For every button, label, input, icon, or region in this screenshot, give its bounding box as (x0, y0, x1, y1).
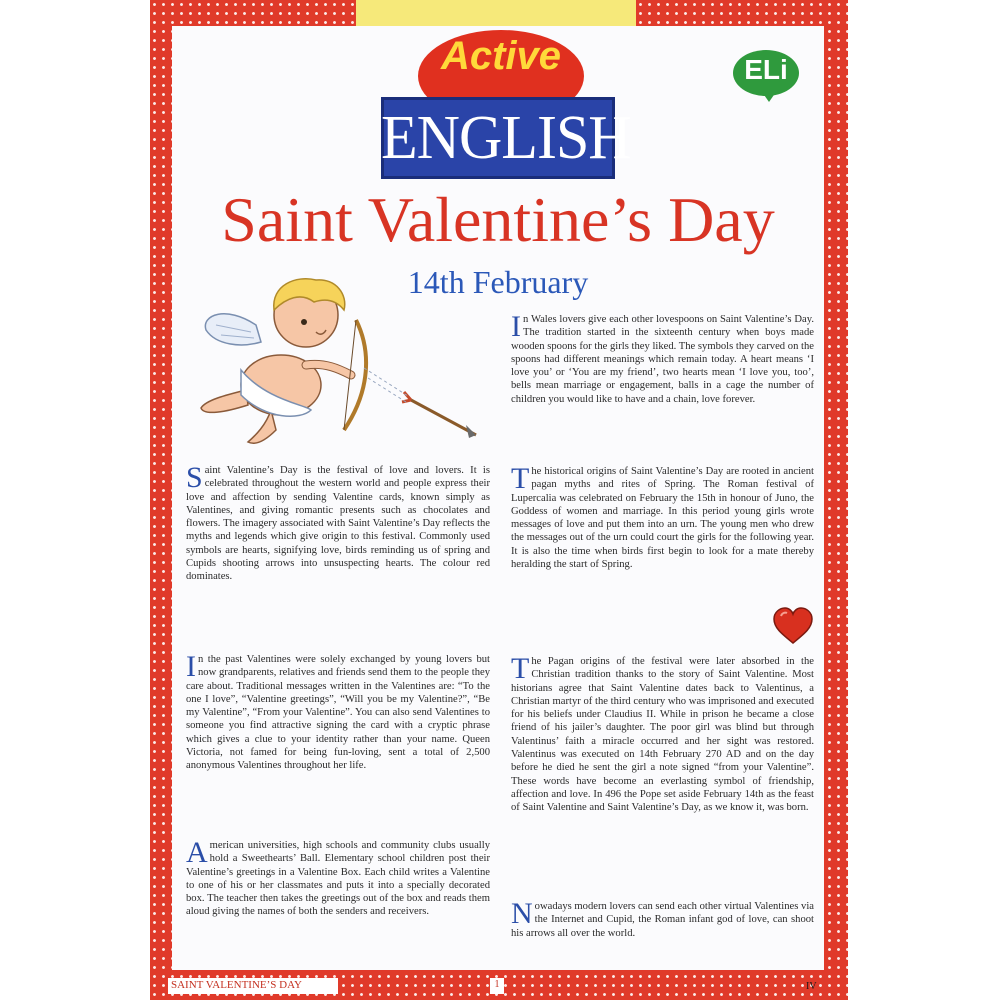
dropcap: A (186, 836, 208, 869)
page-subtitle: 14th February (407, 264, 589, 300)
paragraph-text: he historical origins of Saint Valentine’s Day are rooted in ancient pagan myths and rites of Spring. The Roman festival of Lupercalia was celebrated on February the 15th in honour of Juno, the Goddess of women and marriage. In this period young girls wrote messages of love and put them into an urn. The young men who drew the messages out of the urn could court the girls for the following year. It is also the time when birds first begin to look for a mate thereby heralding the start of Spring. (511, 466, 814, 571)
publisher-badge-tail (762, 92, 776, 102)
footer-section-label: SAINT VALENTINE’S DAY (171, 979, 302, 991)
page-roman-numeral: IV (806, 981, 817, 992)
right-column-3 (511, 652, 814, 815)
dropcap: T (511, 462, 530, 495)
paragraph-past-valentines (186, 650, 490, 773)
dropcap: I (186, 650, 196, 683)
logo-english-text: ENGLISH (381, 102, 631, 172)
heart-icon (772, 606, 814, 646)
cupid-wing (205, 314, 261, 345)
page-title: Saint Valentine’s Day (221, 184, 775, 255)
paragraph-pagan-origins (511, 652, 814, 815)
arrow (364, 368, 476, 438)
paragraph-text: n Wales lovers give each other lovespoons on Saint Valentine’s Day. The tradition started in the sixteenth century when boys made wooden spoons for the girls they liked. The symbols they carved on the spoons had different meanings which remain today. A heart means ‘I love you’ or ‘You are my friend’, two hearts mean ‘I love you, too’, bells mean marriage or engagement, balls in a cage the number of children you would like to have and a chain, love forever. (511, 314, 814, 405)
paragraph-text: aint Valentine’s Day is the festival of love and lovers. It is celebrated throughout the western world and people express their love and affection by sending Valentine cards, known simply as Valentines, and giving romantic presents such as chocolates and flowers. The imagery associated with Saint Valentine’s Day reflects the myths and legends which give origin to this festival. Commonly used symbols are hearts, signifying love, birds reminding us of spring and Cupids shooting arrows into unsuspecting hearts. The colour red dominates. (186, 465, 490, 583)
dropcap: T (511, 652, 530, 685)
top-color-band (356, 0, 636, 26)
right-column-4 (511, 897, 814, 940)
paragraph-origins (511, 462, 814, 571)
right-column (511, 310, 814, 406)
cupid-illustration (186, 270, 486, 455)
cupid-body (201, 355, 351, 443)
paragraph-text: n the past Valentines were solely exchanged by young lovers but now grandparents, relatives and friends send them to the people they care about. Traditional messages written in the Valentines are: “To the one I love”, “Valentine greetings”, “Will you be my Valentine?”, “Be my Valentine”, “From your Valentine”. You can also send Valentines to someone you find attractive signing the card with a cryptic phrase which gives a clue to your identity rather than your name. Queen Victoria, not famed for being fun-loving, sent a total of 2,500 anonymous Valentines throughout her life. (186, 654, 490, 772)
right-column-2 (511, 462, 814, 571)
paragraph-text: he Pagan origins of the festival were later absorbed in the Christian tradition thanks to the story of Saint Valentine. Most historians agree that Saint Valentine dates back to Valentinus, a Christian martyr of the third century who was imprisoned and executed for his beliefs under Claudius II. While in prison he became a close friend of his jailer’s daughter. The poor girl was blind but through Valentinus’ faith a miracle occurred and her sight was restored. Valentinus was executed on 14th February 270 AD and on the day before he died he sent the girl a note signed “from your Valentine”. These words have become an everlasting symbol of friendship, affection and love. In 496 the Pope set aside February 14th as the feast of Saint Valentine and Saint Valentine’s Day, as we know it, was born. (511, 656, 814, 814)
paragraph-nowadays (511, 897, 814, 940)
dropcap: S (186, 461, 203, 494)
dropcap: I (511, 310, 521, 343)
left-column (186, 461, 490, 584)
paragraph-text: merican universities, high schools and community clubs usually hold a Sweethearts’ Ball. Elementary school children post their Valentine’s greetings in a Valentine Box. Each child writes a Valentine to one of his or her classmates and puts it into a specially decorated box. The teacher then takes the greetings out of the box and reads them aloud giving the names of both the senders and receivers. (186, 840, 490, 918)
paragraph-text: owadays modern lovers can send each other virtual Valentines via the Internet and Cupid, the Roman infant god of love, can shoot his arrows all over the world. (511, 901, 814, 939)
paragraph-festival (186, 461, 490, 584)
dropcap: N (511, 897, 533, 930)
logo-active-text: Active (440, 34, 562, 78)
left-column-2 (186, 650, 490, 773)
left-column-3 (186, 836, 490, 919)
page-number: 1 (494, 979, 500, 990)
paragraph-wales (511, 310, 814, 406)
cupid-head (274, 279, 345, 347)
publisher-badge-text: ELi (744, 54, 788, 85)
paragraph-american (186, 836, 490, 919)
